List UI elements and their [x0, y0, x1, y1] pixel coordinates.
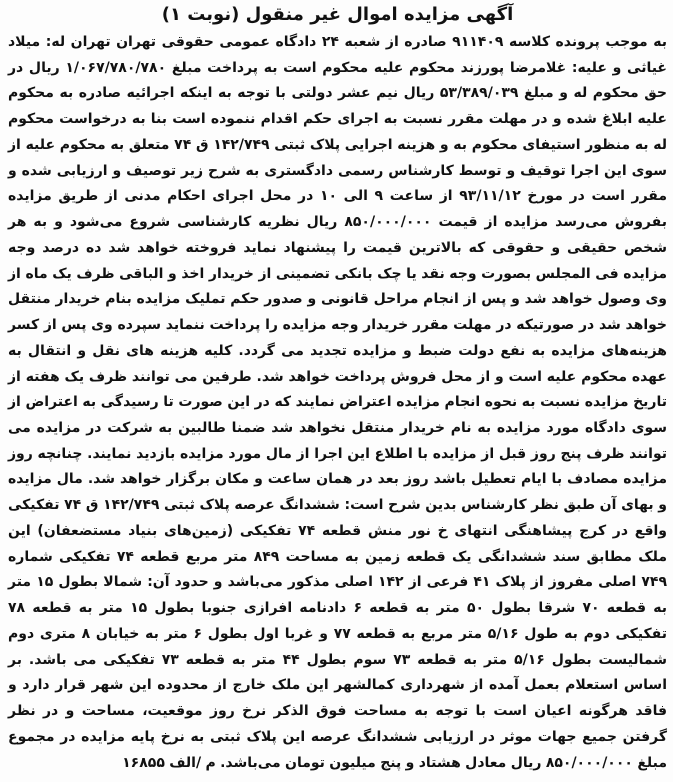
notice-body-text: به موجب پرونده کلاسه ۹۱۱۴۰۹ صادره از شعبه ۲۴ دادگاه عمومی حقوقی تهران تهران له: میلاد غیاثی و علیه: غلامرضا پورزند محکوم علیه محکوم است به پرداخت مبلغ ۱/۰۶۷/۷۸۰/۷۸۰ ریال در حق محکوم له و مبلغ ۵۳/۳۸۹/۰۳۹ ریال نیم عشر دولتی با توجه به اینکه اجرائیه صادره به محکوم علیه ابلاغ شده و در مهلت مقرر نسبت به اجرای حکم اقدام ننموده است بنا به درخواست محکوم له به منظور استیفای محکوم به و هزینه اجرایی پلاک ثبتی ۱۴۲/۷۴۹ ق ۷۴ متعلق به محکوم علیه از سوی این اجرا توقیف و توسط کارشناس رسمی دادگستری به شرح زیر توصیف و ارزیابی شده و مقرر است در مورخ ۹۳/۱۱/۱۲ از ساعت ۹ الی ۱۰ در محل اجرای احکام مدنی از طریق مزایده بفروش می‌رسد مزایده از قیمت ۸۵۰/۰۰۰/۰۰۰ ریال نظریه کارشناسی شروع می‌شود و به هر شخص حقیقی و حقوقی که بالاترین قیمت را پیشنهاد نماید فروخته خواهد شد ده درصد وجه مزایده فی المجلس بصورت وجه نقد یا چک بانکی تضمینی از خریدار اخذ و الباقی ظرف یک ماه از وی وصول خواهد شد و پس از انجام مراحل قانونی و صدور حکم تملیک مزایده بنام خریدار منتقل خواهد شد در صورتیکه در مهلت مقرر خریدار وجه مزایده را پرداخت ننماید سپرده وی پس از کسر هزینه‌های مزایده به نفع دولت ضبط و مزایده تجدید می گردد. کلیه هزینه های نقل و انتقال به عهده محکوم علیه است و از محل فروش پرداخت خواهد شد. طرفین می توانند ظرف یک هفته از تاریخ مزایده نسبت به نحوه انجام مزایده اعتراض نمایند که در این صورت تا رسیدگی به اعتراض از سوی دادگاه مورد مزایده به نام خریدار منتقل نخواهد شد ضمنا طالبین به شرکت در مزایده می توانند ظرف پنج روز قبل از مزایده با اطلاع این اجرا از مال مورد مزایده بازدید نمایند. چنانچه روز مزایده مصادف با ایام تعطیل باشد روز بعد در همان ساعت و مکان برگزار خواهد شد. مال مزایده و بهای آن طبق نظر کارشناس بدین شرح است: ششدانگ عرصه پلاک ثبتی ۱۴۲/۷۴۹ ق ۷۴ تفکیکی واقع در کرج پیشاهنگی انتهای خ نور منش قطعه ۷۴ تفکیکی (زمین‌های بنیاد مستضعفان) این ملک مطابق سند ششدانگی یک قطعه زمین به مساحت ۸۴۹ متر مربع قطعه ۷۴ تفکیکی شماره ۷۴۹ اصلی مفروز از پلاک ۴۱ فرعی از ۱۴۲ اصلی مذکور می‌باشد و حدود آن: شمالا بطول ۱۵ متر به قطعه ۷۰ شرقا بطول ۵۰ متر به قطعه ۶ دادنامه افرازی جنوبا بطول ۱۵ متر به قطعه ۷۸ تفکیکی دوم به طول ۵/۱۶ متر مربع به قطعه ۷۷ و غربا اول بطول ۶ متر به خیابان ۸ متری دوم شمالیست بطول ۵/۱۶ متر به قطعه ۷۳ سوم بطول ۴۴ متر به قطعه ۷۳ تفکیکی می باشد. بر اساس استعلام بعمل آمده از شهرداری کمالشهر این ملک خارج از محدوده این شهر قرار دارد و فاقد هرگونه اعیان است با توجه به مساحت فوق الذکر نرخ روز موقعیت، مساحت و در نظر گرفتن جمیع جهات موثر در ارزیابی ششدانگ عرصه این پلاک ثبتی به نرخ پایه مزایده در مجموع مبلغ ۸۵۰/۰۰۰/۰۰۰ ریال معادل هشتاد و پنج میلیون تومان می‌باشد. م /الف ۱۶۸۵۵: [8, 34, 668, 771]
notice-title: آگهی مزایده اموال غیر منقول (نوبت ۱): [161, 4, 514, 25]
